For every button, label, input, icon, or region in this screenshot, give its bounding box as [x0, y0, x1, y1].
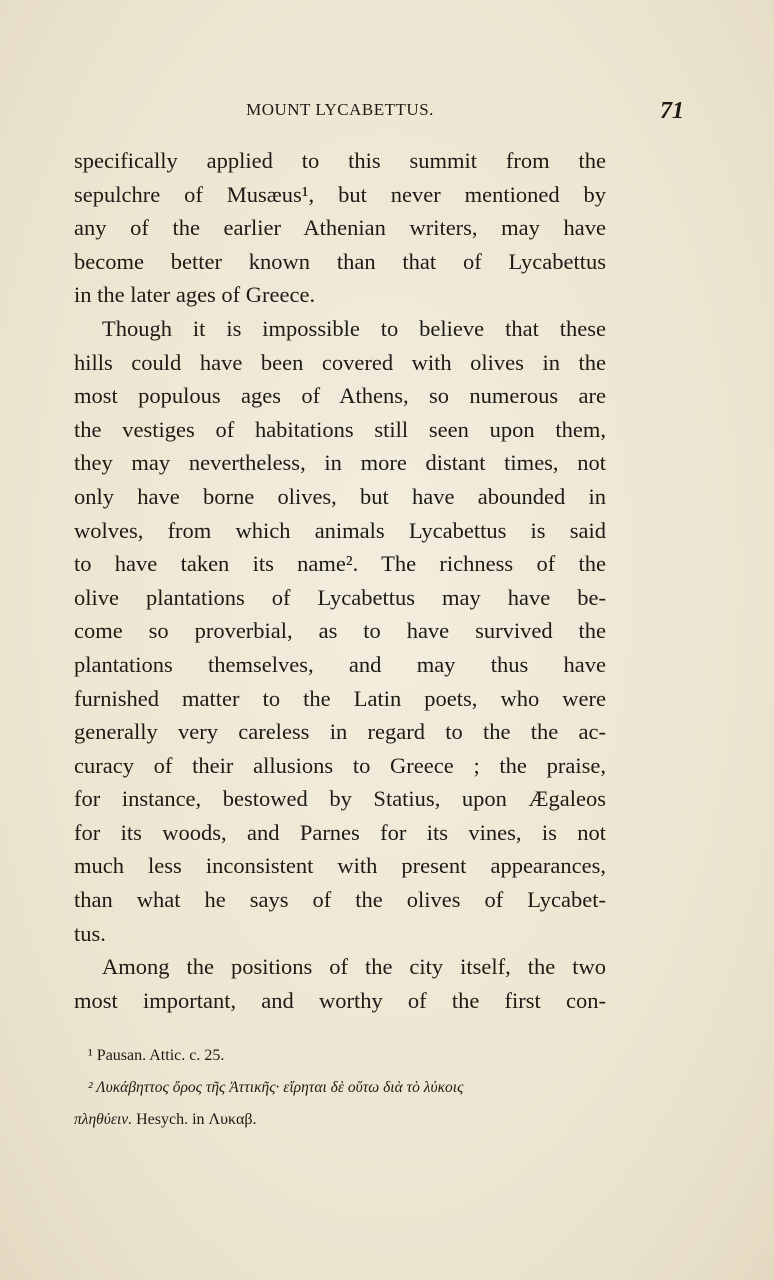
text-line: for its woods, and Parnes for its vines, is not [74, 819, 606, 845]
text-line: most populous ages of Athens, so numerous are [74, 383, 606, 409]
text-line: olive plantations of Lycabettus may have be- [74, 584, 606, 610]
text-line: sepulchre of Musæus¹, but never mentioned by [74, 181, 606, 207]
footnote-2: ² Λυκάβηττος ὄρος τῆς Ἀττικῆς· εἴρηται δὲ οὕτω διὰ τὸ λύκοις [88, 1079, 464, 1096]
text-line: most important, and worthy of the first con- [74, 987, 606, 1013]
running-title: MOUNT LYCABETTUS. [246, 100, 434, 119]
text-line: only have borne olives, but have abounded in [74, 483, 606, 509]
text-line: furnished matter to the Latin poets, who were [74, 685, 606, 711]
body-text [74, 144, 606, 1017]
text-line: for instance, bestowed by Statius, upon Ægaleos [74, 786, 606, 812]
text-line: specifically applied to this summit from the [74, 148, 606, 173]
text-line: generally very careless in regard to the the ac- [74, 719, 606, 745]
footnote-1: ¹ Pausan. Attic. c. 25. [88, 1047, 225, 1064]
text-line: come so proverbial, as to have survived the [74, 618, 606, 644]
text-line: hills could have been covered with olives in the [74, 349, 606, 375]
text-line: wolves, from which animals Lycabettus is said [74, 517, 606, 543]
text-line: Among the positions of the city itself, the two [102, 954, 606, 980]
text-line: to have taken its name². The richness of the [74, 551, 606, 577]
text-line: in the later ages of Greece. [74, 282, 316, 308]
text-line: tus. [74, 920, 106, 946]
text-line: plantations themselves, and may thus have [74, 651, 606, 677]
text-line: Though it is impossible to believe that these [102, 315, 606, 341]
footnote-2-greek-tail: πληθύειν. [74, 1111, 133, 1128]
text-line: any of the earlier Athenian writers, may have [74, 215, 606, 241]
text-line: than what he says of the olives of Lycabet- [74, 887, 606, 913]
footnote-2-citation: Hesych. in Λυκαβ. [136, 1111, 257, 1128]
text-line: curacy of their allusions to Greece ; the praise, [74, 752, 606, 778]
text-line: they may nevertheless, in more distant times, not [74, 450, 606, 476]
footnotes [74, 1040, 614, 1136]
text-line: the vestiges of habitations still seen upon them, [74, 416, 606, 442]
page-number: 71 [660, 98, 684, 124]
text-line: much less inconsistent with present appearances, [74, 853, 606, 879]
text-line: become better known than that of Lycabettus [74, 248, 606, 274]
footnote-2-continuation [74, 1104, 614, 1136]
